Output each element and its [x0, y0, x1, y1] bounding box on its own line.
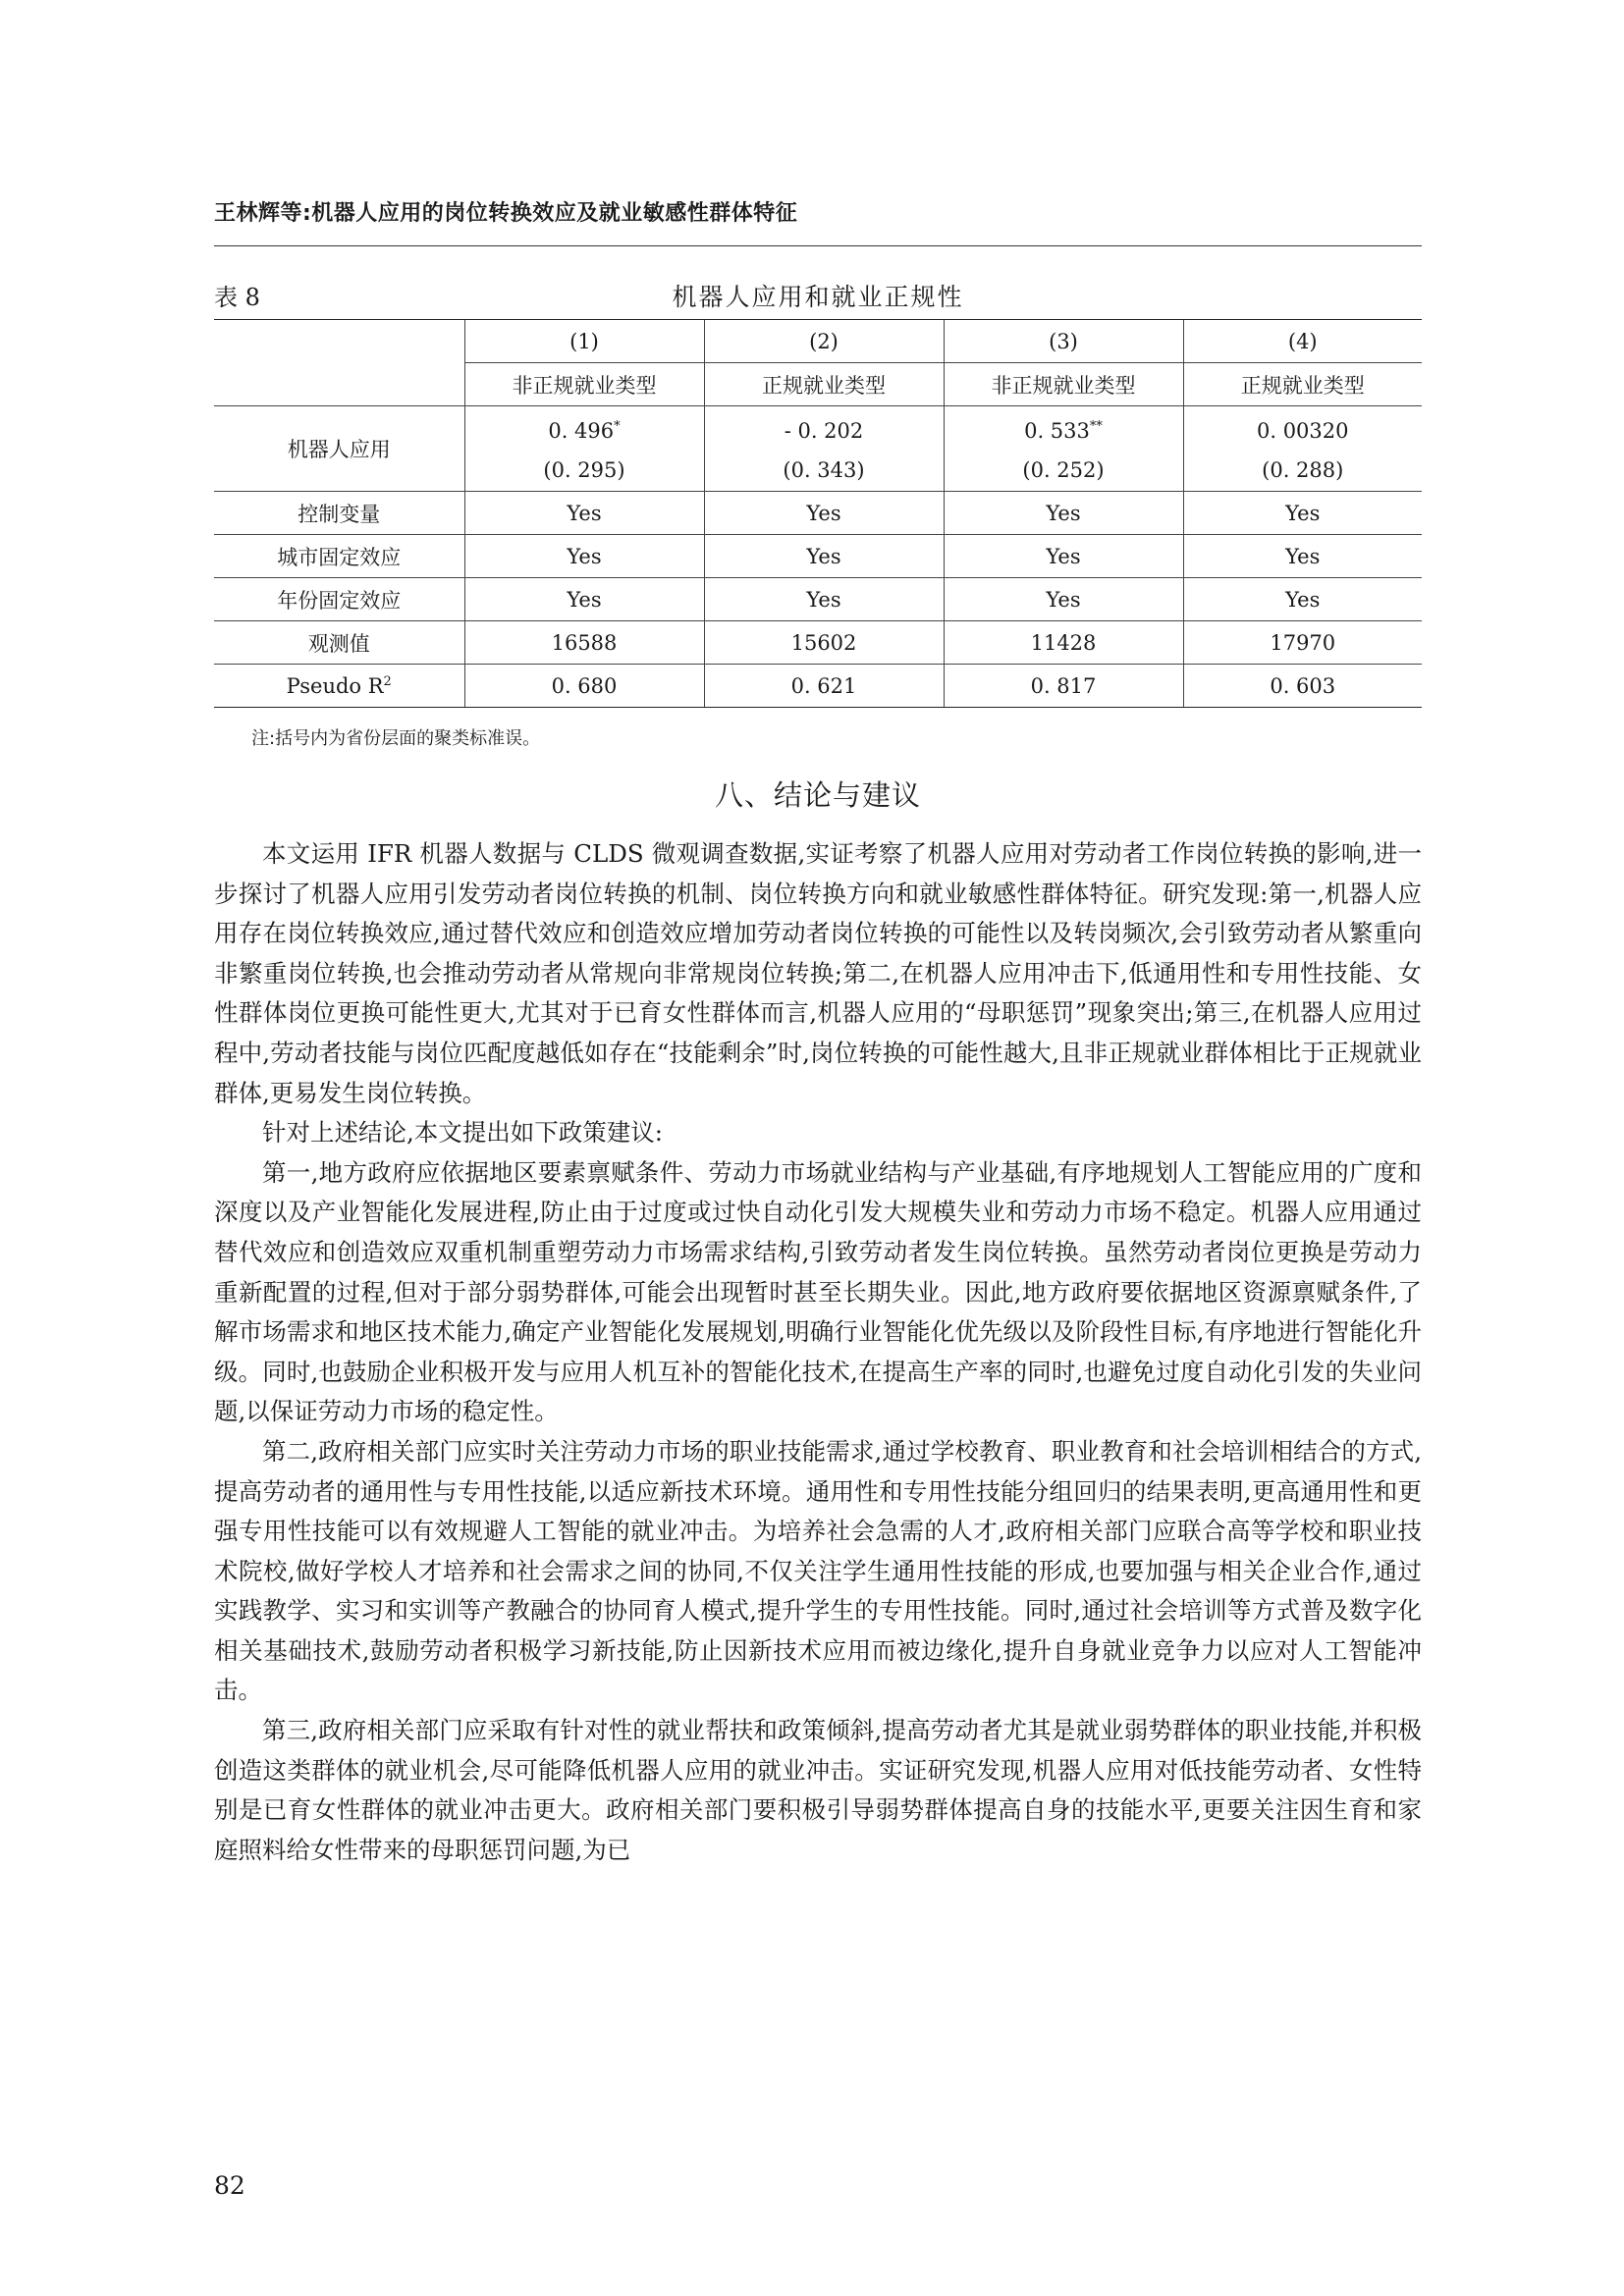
- table-cell: 0. 680: [464, 665, 704, 708]
- table-cell: 15602: [704, 621, 944, 665]
- table-title: 机器人应用和就业正规性: [672, 283, 964, 311]
- row-label: 城市固定效应: [214, 535, 464, 578]
- table-cell: Yes: [704, 492, 944, 535]
- table-row: [214, 492, 1422, 535]
- body-text: [214, 834, 1422, 1870]
- pseudo-r2-superscript: 2: [383, 673, 392, 689]
- row-label: 观测值: [214, 621, 464, 665]
- coefficient-cell: [1183, 406, 1422, 492]
- std-error: (0. 288): [1262, 458, 1344, 482]
- table-cell: Yes: [944, 578, 1183, 621]
- column-number: (2): [704, 320, 944, 363]
- table-cell: 11428: [944, 621, 1183, 665]
- table-corner-cell: [214, 320, 464, 406]
- coefficient: - 0. 202: [784, 419, 864, 443]
- table-cell: Yes: [464, 535, 704, 578]
- significance-stars: *: [614, 419, 621, 434]
- paragraph: 针对上述结论,本文提出如下政策建议:: [262, 1118, 664, 1148]
- table-row: [214, 665, 1422, 708]
- column-type: 正规就业类型: [1183, 363, 1422, 406]
- table-cell: 0. 817: [944, 665, 1183, 708]
- pseudo-r2-label: Pseudo R: [286, 673, 384, 698]
- table-row: [214, 578, 1422, 621]
- results-table: [214, 319, 1422, 708]
- column-type: 非正规就业类型: [464, 363, 704, 406]
- section-heading: 八、结论与建议: [714, 778, 921, 812]
- table-cell: Yes: [944, 535, 1183, 578]
- row-label: 机器人应用: [214, 406, 464, 492]
- row-label: 控制变量: [214, 492, 464, 535]
- row-label: [214, 665, 464, 708]
- column-type: 正规就业类型: [704, 363, 944, 406]
- table-cell: Yes: [1183, 492, 1422, 535]
- table-cell: Yes: [704, 535, 944, 578]
- row-label: 年份固定效应: [214, 578, 464, 621]
- table-cell: Yes: [944, 492, 1183, 535]
- table-cell: Yes: [704, 578, 944, 621]
- table-row: [214, 535, 1422, 578]
- table-cell: 0. 603: [1183, 665, 1422, 708]
- coefficient: 0. 00320: [1256, 419, 1349, 443]
- table-cell: Yes: [464, 578, 704, 621]
- table-row: [214, 406, 1422, 492]
- paragraph: 第二,政府相关部门应实时关注劳动力市场的职业技能需求,通过学校教育、职业教育和社会培训相结合的方式,提高劳动者的通用性与专用性技能,以适应新技术环境。通用性和专用性技能分组回归的结果表明,更高通用性和更强专用性技能可以有效规避人工智能的就业冲击。为培养社会急需的人才,政府相关部门应联合高等学校和职业技术院校,做好学校人才培养和社会需求之间的协同,不仅关注学生通用性技能的形成,也要加强与相关企业合作,通过实践教学、实习和实训等产教融合的协同育人模式,提升学生的专用性技能。同时,通过社会培训等方式普及数字化相关基础技术,鼓励劳动者积极学习新技能,防止因新技术应用而被边缘化,提升自身就业竞争力以应对人工智能冲击。: [214, 1436, 1422, 1705]
- table-cell: Yes: [464, 492, 704, 535]
- page-number: 82: [214, 2171, 245, 2200]
- column-number: (1): [464, 320, 704, 363]
- column-type: 非正规就业类型: [944, 363, 1183, 406]
- column-number: (4): [1183, 320, 1422, 363]
- paragraph: 本文运用 IFR 机器人数据与 CLDS 微观调查数据,实证考察了机器人应用对劳动者工作岗位转换的影响,进一步探讨了机器人应用引发劳动者岗位转换的机制、岗位转换方向和就业敏感性群体特征。研究发现:第一,机器人应用存在岗位转换效应,通过替代效应和创造效应增加劳动者岗位转换的可能性以及转岗频次,会引致劳动者从繁重向非繁重岗位转换,也会推动劳动者从常规向非常规岗位转换;第二,在机器人应用冲击下,低通用性和专用性技能、女性群体岗位更换可能性更大,尤其对于已育女性群体而言,机器人应用的“母职惩罚”现象突出;第三,在机器人应用过程中,劳动者技能与岗位匹配度越低如存在“技能剩余”时,岗位转换的可能性越大,且非正规就业群体相比于正规就业群体,更易发生岗位转换。: [214, 839, 1422, 1107]
- table-cell: Yes: [1183, 578, 1422, 621]
- table-header-row: [214, 320, 1422, 363]
- table-cell: 16588: [464, 621, 704, 665]
- running-head: 王林辉等:机器人应用的岗位转换效应及就业敏感性群体特征: [214, 201, 798, 226]
- paragraph: 第一,地方政府应依据地区要素禀赋条件、劳动力市场就业结构与产业基础,有序地规划人工智能应用的广度和深度以及产业智能化发展进程,防止由于过度或过快自动化引发大规模失业和劳动力市场不稳定。机器人应用通过替代效应和创造效应双重机制重塑劳动力市场需求结构,引致劳动者发生岗位转换。虽然劳动者岗位更换是劳动力重新配置的过程,但对于部分弱势群体,可能会出现暂时甚至长期失业。因此,地方政府要依据地区资源禀赋条件,了解市场需求和地区技术能力,确定产业智能化发展规划,明确行业智能化优先级以及阶段性目标,有序地进行智能化升级。同时,也鼓励企业积极开发与应用人机互补的智能化技术,在提高生产率的同时,也避免过度自动化引发的失业问题,以保证劳动力市场的稳定性。: [214, 1157, 1422, 1426]
- coefficient-cell: [944, 406, 1183, 492]
- table-cell: 17970: [1183, 621, 1422, 665]
- std-error: (0. 252): [1022, 458, 1105, 482]
- coefficient: 0. 496: [548, 419, 615, 443]
- paragraph: 第三,政府相关部门应采取有针对性的就业帮扶和政策倾斜,提高劳动者尤其是就业弱势群体的职业技能,并积极创造这类群体的就业机会,尽可能降低机器人应用的就业冲击。实证研究发现,机器人应用对低技能劳动者、女性特别是已育女性群体的就业冲击更大。政府相关部门要积极引导弱势群体提高自身的技能水平,更要关注因生育和家庭照料给女性带来的母职惩罚问题,为已: [214, 1716, 1422, 1864]
- table-cell: 0. 621: [704, 665, 944, 708]
- coefficient-cell: [704, 406, 944, 492]
- coefficient: 0. 533: [1024, 419, 1090, 443]
- table-number: 表 8: [214, 284, 260, 311]
- column-number: (3): [944, 320, 1183, 363]
- coefficient-cell: [464, 406, 704, 492]
- std-error: (0. 343): [783, 458, 865, 482]
- table-row: [214, 621, 1422, 665]
- std-error: (0. 295): [543, 458, 625, 482]
- significance-stars: **: [1089, 419, 1103, 434]
- table-note: 注:括号内为省份层面的聚类标准误。: [251, 728, 541, 749]
- header-rule: [214, 245, 1422, 246]
- table-cell: Yes: [1183, 535, 1422, 578]
